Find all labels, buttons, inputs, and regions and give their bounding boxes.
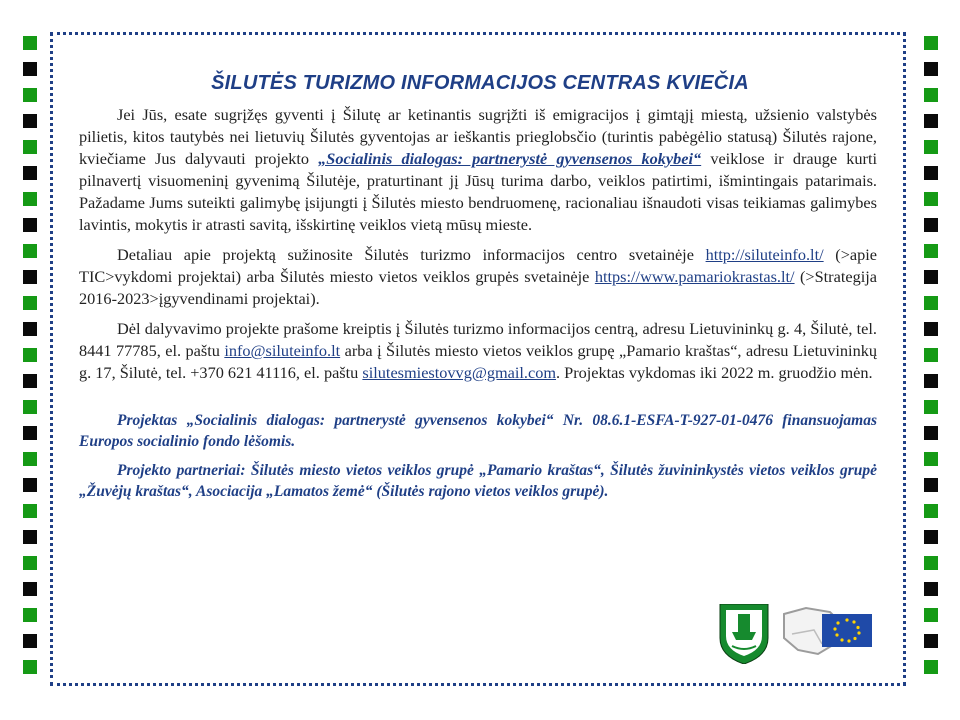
border-square — [23, 62, 37, 76]
border-square — [23, 478, 37, 492]
funding-note: Projektas „Socialinis dialogas: partnerystė gyvensenos kokybei“ Nr. 08.6.1-ESFA-T-927-01-0476 finansuojamas Europos socialinio fondo lėšomis. — [79, 412, 877, 450]
project-name-link[interactable]: „Socialinis dialogas: partnerystė gyvensenos kokybei“ — [318, 149, 702, 168]
border-square — [924, 270, 938, 284]
border-square — [924, 582, 938, 596]
border-square — [23, 192, 37, 206]
border-square — [924, 218, 938, 232]
border-square — [23, 218, 37, 232]
border-square — [23, 270, 37, 284]
paragraph-details — [79, 244, 877, 310]
border-square — [23, 140, 37, 154]
email-link-tic[interactable]: info@siluteinfo.lt — [224, 341, 341, 360]
left-border-squares — [23, 36, 37, 686]
border-square — [23, 530, 37, 544]
details-text-2: (>apie TIC>vykdomi projektai) arba Šilutės miesto vietos veiklos grupės svetainėje — [79, 245, 877, 286]
border-square — [924, 634, 938, 648]
border-square — [23, 452, 37, 466]
border-square — [23, 374, 37, 388]
border-square — [924, 36, 938, 50]
paragraph-invitation — [79, 104, 877, 236]
border-square — [924, 374, 938, 388]
border-square — [23, 114, 37, 128]
border-square — [924, 166, 938, 180]
border-square — [23, 608, 37, 622]
border-square — [924, 426, 938, 440]
border-square — [924, 660, 938, 674]
border-square — [924, 88, 938, 102]
border-square — [924, 296, 938, 310]
pamariokrastas-link[interactable]: https://www.pamariokrastas.lt/ — [594, 267, 795, 286]
silute-coat-of-arms-icon — [720, 604, 768, 664]
border-square — [23, 322, 37, 336]
invitation-text-continued: veiklose ir drauge kurti pilnavertį visuomeninį gyvenimą Šilutėje, praturtinant jį Jūsų turima darbo, veiklos patirtimi, išmintingais patarimais. Pažadame Jums suteikti galimybę įsijungti į Šilutės miesto bendruomenę, racionaliau išnaudoti visas teikiamas galimybes lavintis, mokytis ir atrasti savitą, išskirtinę veiklos vietą mūsų mieste. — [79, 149, 878, 234]
border-square — [924, 400, 938, 414]
border-square — [924, 608, 938, 622]
contacts-text-2: arba į Šilutės miesto vietos veiklos grupę „Pamario kraštas“, adresu Lietuvininkų g. 17, Šilutė, tel. +370 621 41116, el. paštu — [79, 341, 877, 382]
border-square — [23, 36, 37, 50]
right-border-squares — [924, 36, 938, 686]
logos-row — [718, 604, 878, 664]
page-title: ŠILUTĖS TURIZMO INFORMACIJOS CENTRAS KVIEČIA — [211, 72, 749, 94]
border-square — [924, 556, 938, 570]
border-square — [924, 62, 938, 76]
border-square — [924, 478, 938, 492]
border-square — [23, 166, 37, 180]
border-square — [23, 426, 37, 440]
border-square — [924, 192, 938, 206]
border-square — [924, 322, 938, 336]
border-square — [924, 504, 938, 518]
siluteinfo-link[interactable]: http://siluteinfo.lt/ — [705, 245, 824, 264]
border-square — [23, 582, 37, 596]
border-square — [924, 140, 938, 154]
details-text: Detaliau apie projektą sužinosite Šilutės turizmo informacijos centro svetainėje — [117, 245, 706, 264]
border-square — [23, 660, 37, 674]
border-square — [924, 530, 938, 544]
border-square — [23, 634, 37, 648]
border-square — [23, 244, 37, 258]
border-square — [924, 114, 938, 128]
invitation-text: Jei Jūs, esate sugrįžęs gyventi į Šilutę ar ketinantis sugrįžti iš emigracijos į gimtąjį miestą, užsienio valstybės pilietis, kitos tautybės nei lietuvių Šilutės gyventojas ar ieškantis prieglobsčio (turintis pabėgėlio statusą) Šilutės rajone, kviečiame Jus dalyvauti projekto — [79, 105, 877, 168]
details-text-3: (>Strategija 2016-2023>įgyvendinami projektai). — [79, 267, 877, 308]
border-square — [23, 296, 37, 310]
eu-flag-icon — [822, 614, 872, 647]
border-square — [23, 504, 37, 518]
border-square — [924, 244, 938, 258]
border-square — [23, 348, 37, 362]
main-text — [79, 104, 877, 510]
border-square — [924, 452, 938, 466]
partners-note: Projekto partneriai: Šilutės miesto vietos veiklos grupė „Pamario kraštas“, Šilutės žuvininkystės vietos veiklos grupė „Žuvėjų kraštas“, Asociacija „Lamatos žemė“ (Šilutės rajono vietos veiklos grupė). — [79, 462, 877, 500]
email-link-vvg[interactable]: silutesmiestovvg@gmail.com — [362, 363, 557, 382]
contacts-text-3: . Projektas vykdomas iki 2022 m. gruodžio mėn. — [556, 363, 873, 382]
border-square — [924, 348, 938, 362]
paragraph-contacts — [79, 318, 877, 384]
contacts-text: Dėl dalyvavimo projekte prašome kreiptis į Šilutės turizmo informacijos centrą, adresu Lietuvininkų g. 4, Šilutė, tel. 8441 77785, el. paštu — [79, 319, 877, 360]
border-square — [23, 88, 37, 102]
border-square — [23, 400, 37, 414]
border-square — [23, 556, 37, 570]
